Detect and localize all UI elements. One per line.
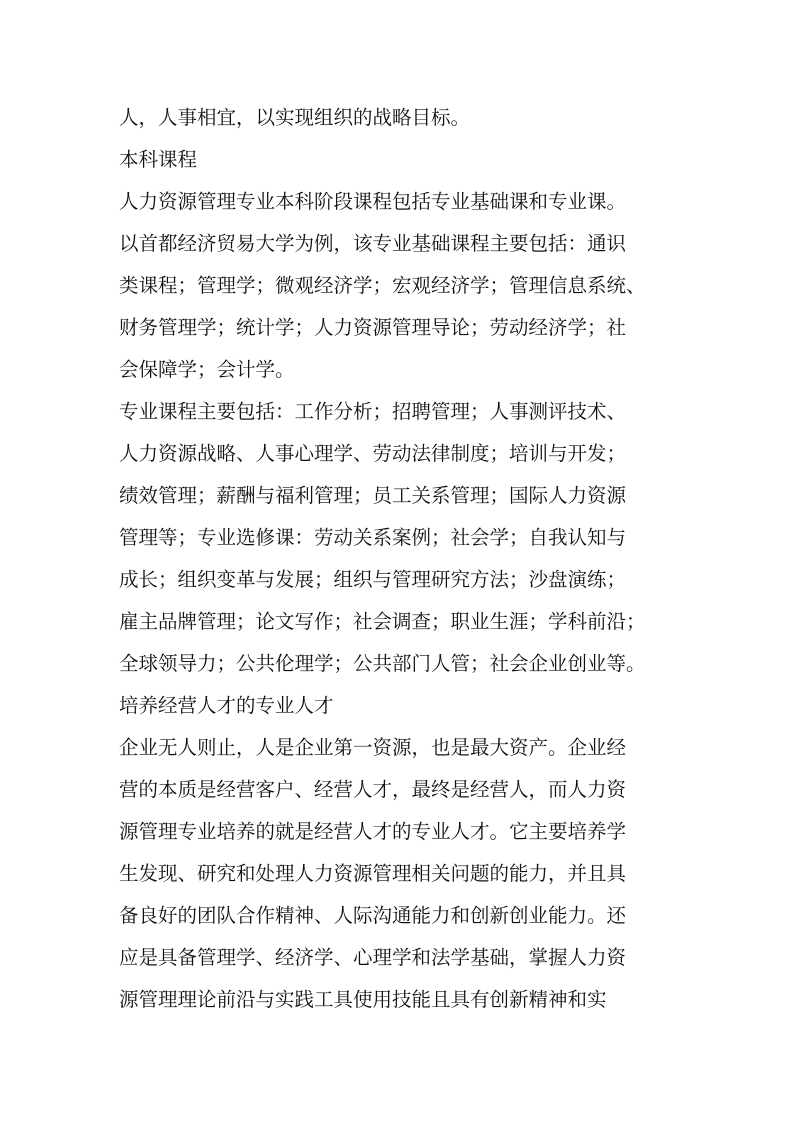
section-heading-undergraduate-courses: 本科课程 <box>119 148 198 171</box>
text-line: 企业无人则止，人是企业第一资源，也是最大资产。企业经 <box>119 736 627 759</box>
text-line: 营的本质是经营客户、经营人才，最终是经营人，而人力资 <box>119 778 627 801</box>
text-line: 管理等；专业选修课：劳动关系案例；社会学；自我认知与 <box>119 526 627 549</box>
text-line: 人，人事相宜，以实现组织的战略目标。 <box>119 106 471 129</box>
text-line: 备良好的团队合作精神、人际沟通能力和创新创业能力。还 <box>119 904 627 927</box>
text-line: 源管理理论前沿与实践工具使用技能且具有创新精神和实 <box>119 988 607 1011</box>
text-line: 会保障学；会计学。 <box>119 358 295 381</box>
text-line: 类课程；管理学；微观经济学；宏观经济学；管理信息系统、 <box>119 274 646 297</box>
text-line: 应是具备管理学、经济学、心理学和法学基础，掌握人力资 <box>119 946 627 969</box>
section-heading-professional-talent: 培养经营人才的专业人才 <box>119 694 334 717</box>
text-line: 成长；组织变革与发展；组织与管理研究方法；沙盘演练； <box>119 568 627 591</box>
text-line: 专业课程主要包括：工作分析；招聘管理；人事测评技术、 <box>119 400 627 423</box>
text-line: 财务管理学；统计学；人力资源管理导论；劳动经济学；社 <box>119 316 627 339</box>
text-line: 生发现、研究和处理人力资源管理相关问题的能力，并且具 <box>119 862 627 885</box>
text-line: 人力资源战略、人事心理学、劳动法律制度；培训与开发； <box>119 442 627 465</box>
text-line: 以首都经济贸易大学为例，该专业基础课程主要包括：通识 <box>119 232 627 255</box>
text-line: 人力资源管理专业本科阶段课程包括专业基础课和专业课。 <box>119 190 627 213</box>
text-line: 绩效管理；薪酬与福利管理；员工关系管理；国际人力资源 <box>119 484 627 507</box>
text-line: 源管理专业培养的就是经营人才的专业人才。它主要培养学 <box>119 820 627 843</box>
text-line: 雇主品牌管理；论文写作；社会调查；职业生涯；学科前沿； <box>119 610 646 633</box>
text-line: 全球领导力；公共伦理学；公共部门人管；社会企业创业等。 <box>119 652 646 675</box>
